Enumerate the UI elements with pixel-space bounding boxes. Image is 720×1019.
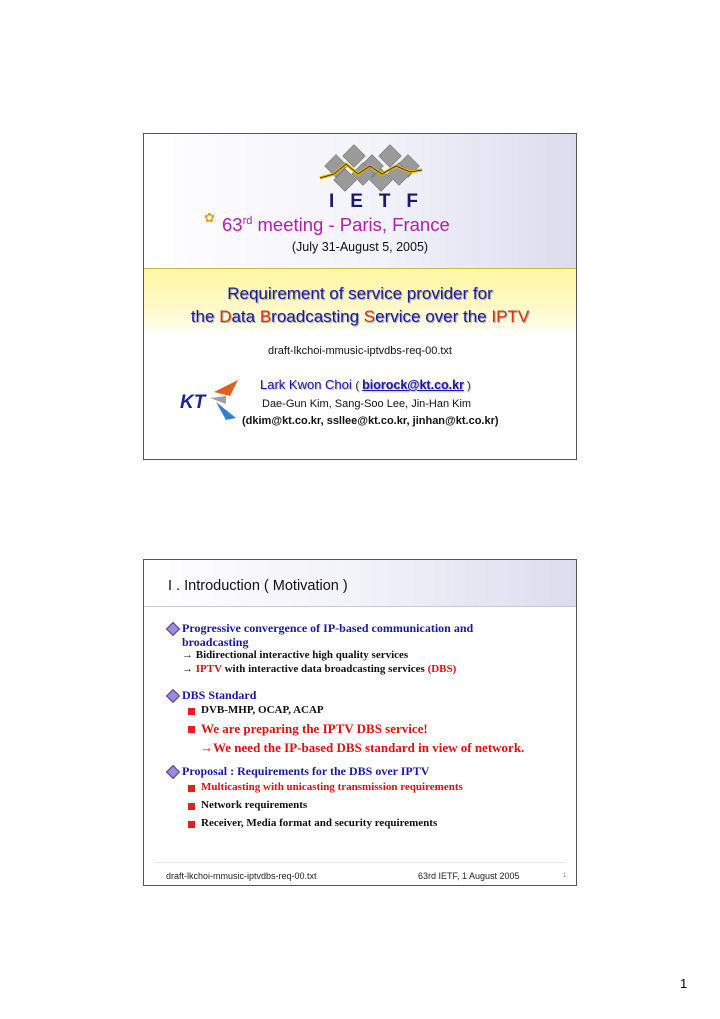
square-bullet-icon <box>188 821 195 828</box>
footer-draft: draft-lkchoi-mmusic-iptvdbs-req-00.txt <box>166 871 317 881</box>
kt-logo-text: KT <box>180 392 206 413</box>
bullet-3: Proposal : Requirements for the DBS over IPTV <box>182 764 430 778</box>
bullet-2-sub-1: DVB-MHP, OCAP, ACAP <box>201 704 324 716</box>
meeting-dates: (July 31-August 5, 2005) <box>291 240 429 254</box>
diamond-bullet-icon <box>166 689 180 703</box>
slide-title-line1: Requirement of service provider for <box>227 284 493 303</box>
bullet-1-line1: Progressive convergence of IP-based communication and <box>182 621 474 635</box>
footer-event: 63rd IETF, 1 August 2005 <box>418 871 520 881</box>
bullet-1-sub-1: → Bidirectional interactive high quality services <box>182 649 409 661</box>
star-bullet-icon: ✿ <box>204 210 215 225</box>
bullet-1-sub-2: → IPTV with interactive data broadcasting services (DBS) <box>182 663 457 675</box>
square-bullet-icon <box>188 726 195 733</box>
square-bullet-icon <box>188 803 195 810</box>
slide-title: I . Introduction ( Motivation ) <box>168 578 348 594</box>
primary-author: Lark Kwon Choi ( biorock@kt.co.kr ) <box>260 377 471 392</box>
slide-number: 1 <box>563 873 567 879</box>
draft-filename: draft-lkchoi-mmusic-iptvdbs-req-00.txt <box>268 345 452 357</box>
title-slide <box>143 133 577 460</box>
bullet-2-sub-2: We are preparing the IPTV DBS service! <box>201 721 428 736</box>
coauthors: Dae-Gun Kim, Sang-Soo Lee, Jin-Han Kim <box>262 398 472 410</box>
bullet-2: DBS Standard <box>182 688 257 702</box>
coauthor-emails: (dkim@kt.co.kr, ssllee@kt.co.kr, jinhan@kt.co.kr) <box>242 415 499 427</box>
footer-divider <box>154 862 566 863</box>
diamond-bullet-icon <box>166 765 180 779</box>
square-bullet-icon <box>188 708 195 715</box>
page-number: 1 <box>680 976 688 991</box>
meeting-heading: 63rd meeting - Paris, France <box>222 214 450 235</box>
bullet-1-line2: broadcasting <box>182 635 249 649</box>
author-email-link[interactable]: biorock@kt.co.kr <box>362 378 464 392</box>
slide-title-line2: the Data Broadcasting Service over the IPTV <box>190 307 530 326</box>
kt-logo-icon <box>180 376 242 424</box>
introduction-slide <box>143 559 577 886</box>
bullet-3-sub-3: Receiver, Media format and security requirements <box>201 817 438 829</box>
ietf-logo-text: I E T F <box>329 191 419 212</box>
bullet-2-sub-3: →We need the IP-based DBS standard in view of network. <box>200 740 525 755</box>
bullet-3-sub-1: Multicasting with unicasting transmission requirements <box>201 781 463 793</box>
diamond-bullet-icon <box>166 622 180 636</box>
bullet-3-sub-2: Network requirements <box>201 799 308 811</box>
square-bullet-icon <box>188 785 195 792</box>
